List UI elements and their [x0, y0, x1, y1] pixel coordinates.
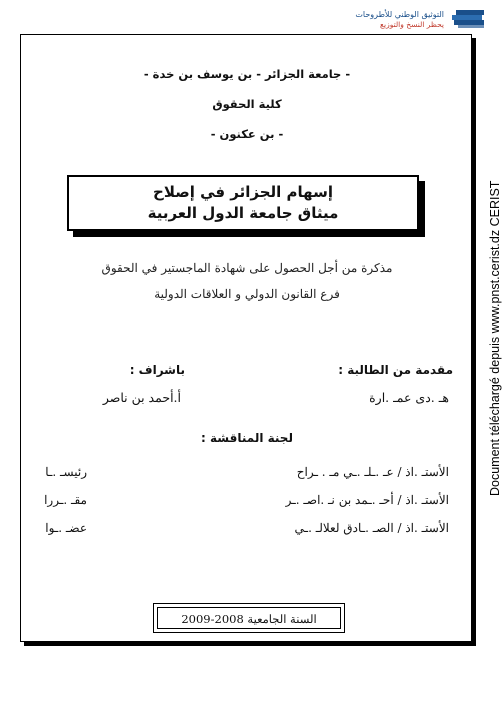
subtitle-line1: مذكرة من أجل الحصول على شهادة الماجستير في الحقوق: [101, 261, 393, 275]
logo: [338, 4, 488, 32]
supervisor-label: باشراف :: [129, 363, 185, 377]
title-box: [67, 175, 419, 231]
logo-text: [355, 10, 444, 30]
committee-member-3-name: الأستـ .اذ / الصـ .ـادق لعلالـ .ـي: [294, 521, 449, 535]
academic-year-box: [153, 603, 345, 633]
presenter-name: هـ .دى عمـ .ارة: [369, 390, 449, 405]
side-watermark: Document téléchargé depuis www.pnst.cerist.dz CERIST: [488, 180, 502, 496]
committee-member-1-role: رئيسـ .ـا: [45, 465, 87, 479]
committee-label: لجنة المناقشة :: [201, 431, 293, 445]
supervisor-name: أ.أحمد بن ناصر: [102, 390, 181, 405]
presenter-label: مقدمة من الطالبة :: [338, 363, 453, 377]
academic-year: السنة الجامعية 2008-2009: [157, 607, 341, 629]
logo-line1: التوثيق الوطني للأطروحات: [355, 10, 444, 19]
committee-member-2-name: الأستـ .اذ / أحـ .ـمد بن نـ .اصـ .ـر: [285, 493, 449, 507]
stacked-books-icon: [448, 6, 488, 30]
side-watermark-strip: [476, 180, 500, 500]
committee-member-2-role: مقـ .ـررا: [44, 493, 87, 507]
committee-member-1-name: الأستـ .اذ / عـ .ـلـ .ـي مـ . ـراح: [296, 465, 449, 479]
faculty-name: كلية الحقوق: [212, 97, 282, 111]
committee-member-3-role: عضـ .ـوا: [45, 521, 87, 535]
title-line2: ميثاق جامعة الدول العربية: [147, 204, 339, 222]
thesis-title: [69, 177, 417, 224]
campus-name: - بن عكنون -: [210, 127, 284, 141]
title-line1: إسهام الجزائر في إصلاح: [153, 183, 333, 201]
logo-line2: يحظر النسخ والتوزيع: [380, 20, 444, 29]
university-name: - جامعة الجزائر - بن يوسف بن خدة -: [143, 67, 351, 81]
page: [20, 34, 472, 642]
subtitle-line2: فرع القانون الدولي و العلاقات الدولية: [154, 287, 340, 301]
